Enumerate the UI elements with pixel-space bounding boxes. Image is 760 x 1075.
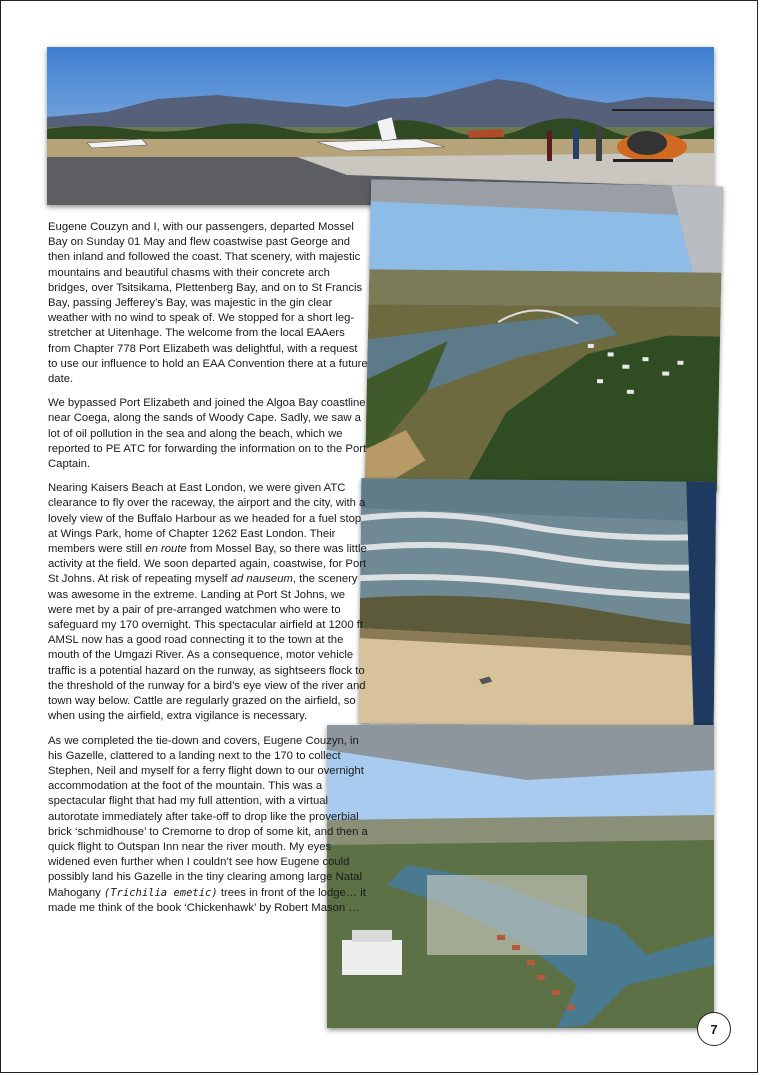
paragraph-algoa-bay: We bypassed Port Elizabeth and joined the Algoa Bay coastline near Coega, along the sands of Woody Cape. Sadly, we saw a lot of oil pollution in the sea and along the beach, which we reported to PE ATC for forwarding the information on to the Port Captain. bbox=[48, 397, 367, 471]
paragraph-gazelle-flight bbox=[48, 734, 370, 916]
page-number: 7 bbox=[697, 1012, 731, 1046]
town-photo bbox=[327, 725, 714, 1028]
paragraph-departure: Eugene Couzyn and I, with our passengers, departed Mossel Bay on Sunday 01 May and flew coastwise past George and then inland and followed the coast. That scenery, with majestic mountains and beautiful chasms with their concrete arch bridges, over Tsitsikama, Plettenberg Bay, and on to St Francis Bay, passing Jefferey’s Bay, was majestic in the gin clear weather with no wind to speak of. We stopped for a short leg-stretcher at Uitenhage. The welcome from the local EAAers from Chapter 778 Port Elizabeth was delightful, with a request to use our influence to hold an EAA Convention there at a future date. bbox=[48, 221, 368, 386]
paragraph-text: from Mossel Bay, so there was little activity at the field. We soon departed again, coastwise, for Port St Johns. At risk of repeating myself bbox=[48, 543, 367, 586]
paragraph-text: Nearing Kaisers Beach at East London, we were given ATC clearance to fly over the raceway, the airport and the city, with a lovely view of the Buffalo Harbour as we headed for a fuel stop at Wings Park, home of Chapter 1262 East London. Their members were still bbox=[48, 482, 366, 556]
article-body bbox=[48, 220, 370, 925]
paragraph-text: As we completed the tie-down and covers, Eugene Couzyn, in his Gazelle, clattered to a landing next to the 170 to collect Stephen, Neil and myself for a ferry flight down to our overnight accommodation at the foot of the mountain. This was a spectacular flight that had my full attention, with a virtual autorotate immediately after take-off to drop like the proverbial brick ‘schmidhouse’ to Cremorne to drop of some kit, and then a quick flight to Outspan Inn near the river mouth. My eyes widened even further when I couldn’t see how Eugene could possibly land his Gazelle in the tiny clearing among large Natal Mahogany bbox=[48, 734, 368, 899]
paragraph-text: , the scenery was awesome in the extreme. Landing at Port St Johns, we were met by a pair of pre-arranged watchmen who were to safeguard my 170 overnight. This spectacular airfield at 1200 ft AMSL now has a good road connecting it to the town at the mouth of the Umgazi River. As a consequence, motor vehicle traffic is a potential hazard on the runway, as sightseers flock to the threshold of the runway for a bird’s eye view of the river and town way below. Cattle are regularly grazed on the airfield, so when using the airfield, extra vigilance is necessary. bbox=[48, 573, 366, 723]
beach-photo bbox=[359, 478, 717, 727]
paragraph-text: trees in front of the lodge… it made me think of the book ‘Chickenhawk’ by Robert Mason … bbox=[48, 886, 366, 914]
italic-text: en route bbox=[145, 543, 187, 556]
gorge-photo bbox=[365, 179, 723, 491]
italic-text: ad nauseum bbox=[230, 573, 293, 586]
italic-text: (Trichilia emetic) bbox=[103, 886, 218, 899]
paragraph-port-st-johns bbox=[48, 481, 370, 724]
